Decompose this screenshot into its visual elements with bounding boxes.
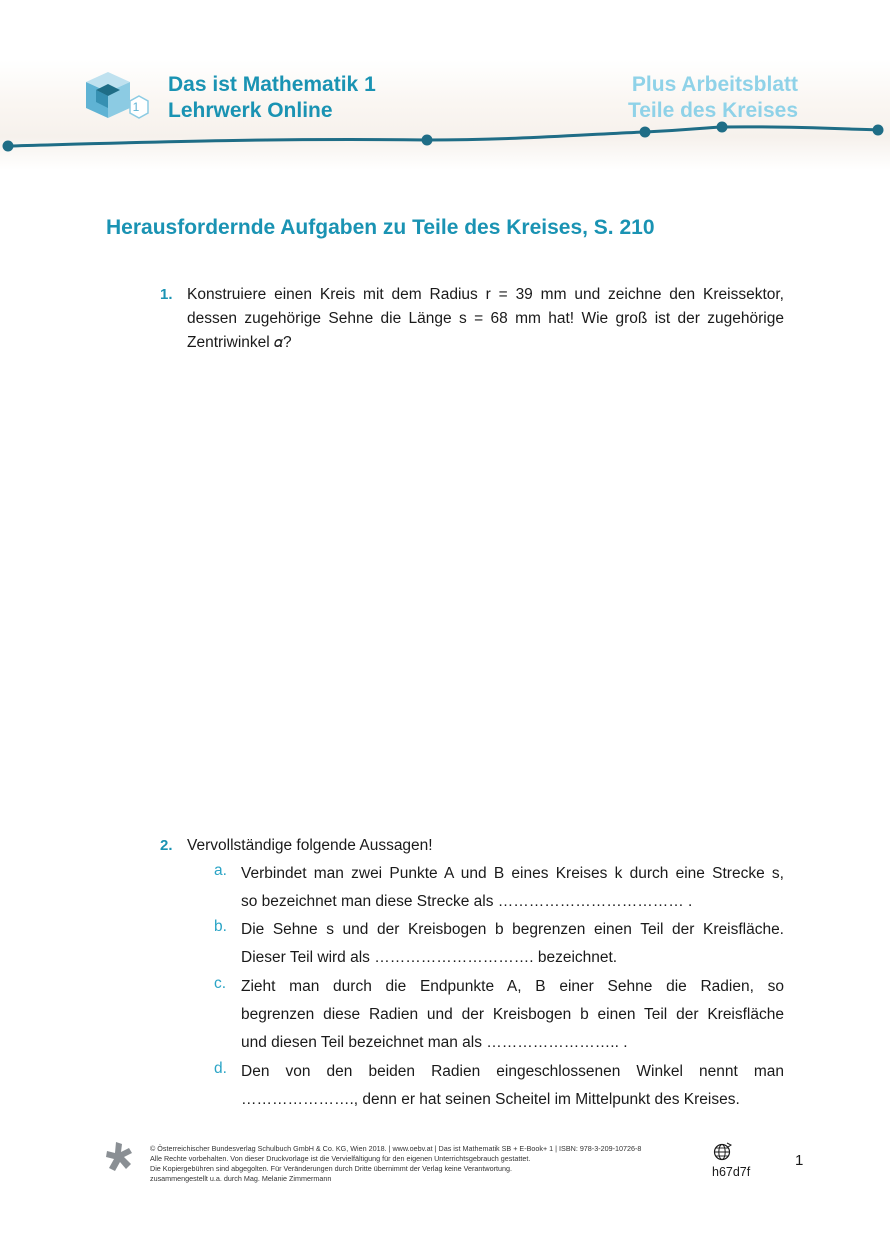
wave-dot [3,141,14,152]
task1-number: 1. [160,286,173,303]
item-a-letter: a. [214,862,227,879]
wave-dot [717,122,728,133]
page-number: 1 [795,1152,804,1169]
item-b-letter: b. [214,918,227,935]
sheet-title-line1: Plus Arbeitsblatt [631,73,798,96]
item-line: Zieht man durch die Endpunkte A, B einer Sehne die Radien, so [241,978,784,995]
task1-line: dessen zugehörige Sehne die Länge s = 68 mm hat! Wie groß ist der zugehörige [187,310,784,327]
wave-dot [640,127,651,138]
task1-line: Konstruiere einen Kreis mit dem Radius r = 39 mm und zeichne den Kreissektor, [187,286,784,303]
item-c-letter: c. [214,975,227,992]
item-line: und diesen Teil bezeichnet man als …………………….. . [241,1034,628,1051]
item-d-letter: d. [214,1060,227,1077]
item-d-text [241,1058,784,1114]
logo-number: 1 [132,100,140,114]
wave-dot [422,135,433,146]
footer-fees: Die Kopiergebühren sind abgegolten. Für Veränderungen durch Dritte übernimmt der Verlag keine Verantwortung. [150,1164,512,1173]
item-line: begrenzen diese Radien und der Kreisbogen b einen Teil der Kreisfläche [241,1006,784,1023]
task1-text [187,283,784,355]
online-code[interactable]: h67d7f [712,1165,751,1179]
brand-title-line1: Das ist Mathematik 1 [168,73,376,96]
task2-number: 2. [160,837,173,854]
item-b-text [241,916,784,972]
footer-copyright: © Österreichischer Bundesverlag Schulbuch GmbH & Co. KG, Wien 2018. | www.oebv.at | Das ist Mathematik SB + E-Book+ 1 | ISBN: 978-3-209-10726-8 [150,1144,642,1153]
page-heading: Herausfordernde Aufgaben zu Teile des Kreises, S. 210 [106,216,655,239]
footer-rights: Alle Rechte vorbehalten. Von dieser Druckvorlage ist die Vervielfältigung für den eigenen Unterrichtsgebrauch gestattet. [150,1154,531,1163]
task1-line: Zentriwinkel 𝛼? [187,334,292,351]
item-line: Verbindet man zwei Punkte A und B eines Kreises k durch eine Strecke s, [241,865,784,882]
footer-author: zusammengestellt u.a. durch Mag. Melanie Zimmermann [150,1174,332,1183]
item-line: so bezeichnet man diese Strecke als ……………………………… . [241,893,693,910]
wave-dot [873,125,884,136]
brand-title-line2: Lehrwerk Online [168,99,333,122]
publisher-logo-icon [104,1141,138,1173]
item-line: Die Sehne s und der Kreisbogen b begrenzen einen Teil der Kreisfläche. [241,921,784,938]
item-line: Den von den beiden Radien eingeschlossenen Winkel nennt man [241,1063,784,1080]
item-line: …………………., denn er hat seinen Scheitel im Mittelpunkt des Kreises. [241,1091,740,1108]
item-line: Dieser Teil wird als …………………………. bezeichnet. [241,949,618,966]
item-c-text [241,973,784,1057]
item-a-text [241,860,784,916]
cube-logo-icon [82,70,154,128]
globe-icon[interactable] [713,1142,733,1162]
sheet-title-line2: Teile des Kreises [627,99,798,122]
task2-intro: Vervollständige folgende Aussagen! [187,837,433,854]
